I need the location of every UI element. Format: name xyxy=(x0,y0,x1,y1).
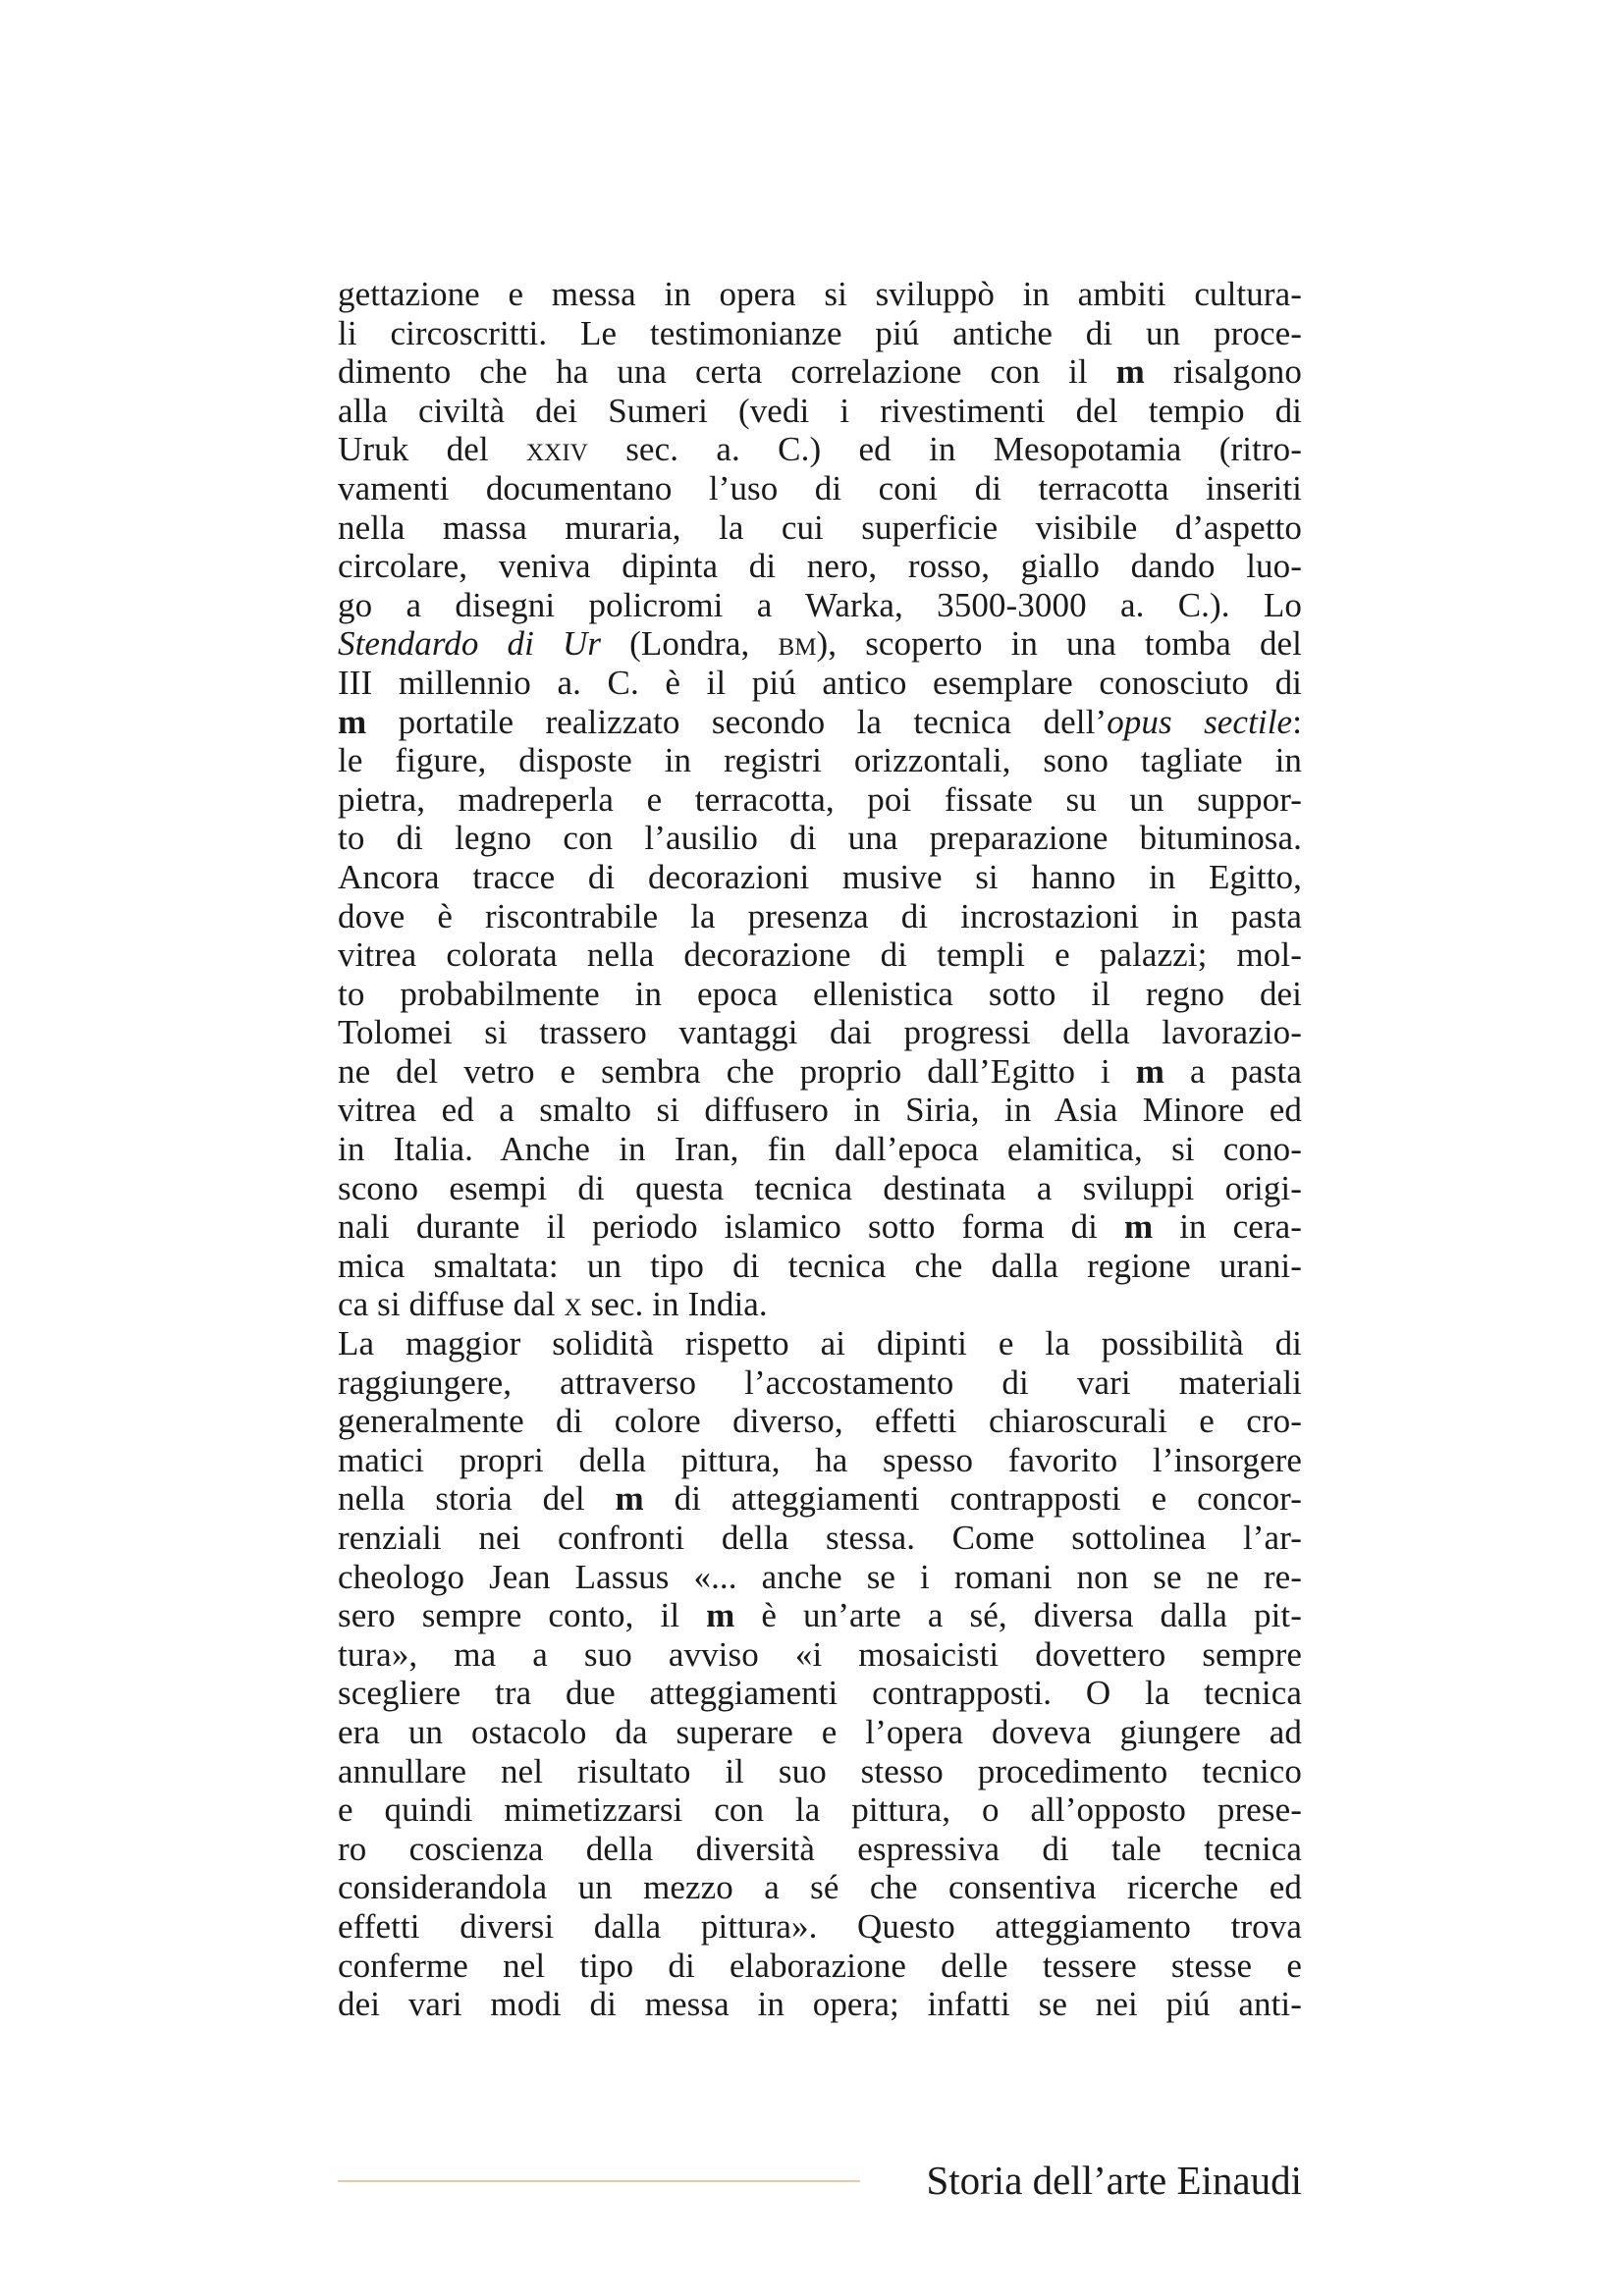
text-run: alla civiltà dei Sumeri (vedi i rivestimenti del tempio di xyxy=(338,391,1302,430)
text-run: m xyxy=(338,702,367,741)
text-run: m xyxy=(615,1479,644,1519)
text-line xyxy=(338,586,1302,625)
text-line xyxy=(338,1558,1302,1597)
text-line xyxy=(338,1130,1302,1169)
text-line xyxy=(338,1091,1302,1130)
text-run: vitrea ed a smalto si diffusero in Siria, in Asia Minore ed xyxy=(338,1091,1302,1130)
text-run: annullare nel risultato il suo stesso procedimento tecnico xyxy=(338,1751,1302,1790)
text-line xyxy=(338,508,1302,548)
text-run: bm xyxy=(778,624,817,664)
text-run: li circoscritti. Le testimonianze piú antiche di un proce- xyxy=(338,313,1302,352)
text-run: mica smaltata: un tipo di tecnica che dalla regione urani- xyxy=(338,1246,1302,1285)
text-run: m xyxy=(1115,352,1145,392)
text-line xyxy=(338,469,1302,508)
text-line xyxy=(338,1790,1302,1830)
text-run: sec. in India. xyxy=(581,1285,768,1324)
text-run: a pasta xyxy=(1164,1051,1302,1091)
text-run: Uruk del xyxy=(338,430,527,469)
text-run: effetti diversi dalla pittura». Questo atteggiamento trova xyxy=(338,1906,1302,1946)
text-line xyxy=(338,935,1302,975)
text-run: gettazione e messa in opera si sviluppò in ambiti cultura- xyxy=(338,275,1302,313)
text-run: sero sempre conto, il xyxy=(338,1596,707,1635)
text-run: nella massa muraria, la cui superficie visibile d’aspetto xyxy=(338,507,1302,547)
text-line xyxy=(338,1013,1302,1052)
text-run: le figure, disposte in registri orizzontali, sono tagliate in xyxy=(338,741,1302,780)
text-run: m xyxy=(706,1596,735,1635)
text-run: nella storia del xyxy=(338,1479,616,1519)
text-run: e quindi mimetizzarsi con la pittura, o all’opposto prese- xyxy=(338,1790,1302,1830)
text-line xyxy=(338,547,1302,586)
text-run: xxiv xyxy=(526,430,588,469)
text-line xyxy=(338,1713,1302,1752)
text-run: scono esempi di questa tecnica destinata a sviluppi origi- xyxy=(338,1168,1302,1207)
text-line xyxy=(338,1207,1302,1247)
text-line xyxy=(338,314,1302,353)
text-run: III millennio a. C. è il piú antico esemplare conosciuto di xyxy=(338,663,1302,702)
text-line xyxy=(338,1868,1302,1907)
text-run: è un’arte a sé, diversa dalla pit- xyxy=(734,1596,1302,1635)
text-run: x xyxy=(564,1285,582,1324)
text-run: dimento che ha una certa correlazione con il xyxy=(338,352,1116,392)
text-run: cheologo Jean Lassus «... anche se i romani non se ne re- xyxy=(338,1557,1302,1596)
text-run: ca si diffuse dal xyxy=(338,1285,565,1324)
text-line xyxy=(338,897,1302,936)
text-run: : xyxy=(1292,702,1303,741)
text-line xyxy=(338,1907,1302,1947)
text-line xyxy=(338,741,1302,780)
text-line xyxy=(338,1519,1302,1558)
footer-title: Storia dell’arte Einaudi xyxy=(926,2158,1302,2203)
text-line xyxy=(338,430,1302,469)
text-run: dove è riscontrabile la presenza di incrostazioni in pasta xyxy=(338,896,1302,935)
text-line xyxy=(338,1596,1302,1635)
text-line xyxy=(338,1479,1302,1519)
text-run: La maggior solidità rispetto ai dipinti e la possibilità di xyxy=(338,1324,1302,1363)
text-run: Tolomei si trassero vantaggi dai progressi della lavorazio- xyxy=(338,1013,1302,1052)
text-line xyxy=(338,1402,1302,1441)
text-line xyxy=(338,1674,1302,1713)
text-run: ro coscienza della diversità espressiva di tale tecnica xyxy=(338,1829,1302,1868)
text-run: nali durante il periodo islamico sotto forma di xyxy=(338,1207,1124,1247)
text-run: portatile realizzato secondo la tecnica dell’ xyxy=(366,702,1108,741)
text-line xyxy=(338,975,1302,1014)
text-line xyxy=(338,819,1302,858)
text-line xyxy=(338,1247,1302,1286)
text-line xyxy=(338,1324,1302,1363)
text-line xyxy=(338,1830,1302,1869)
text-line xyxy=(338,703,1302,742)
text-run: conferme nel tipo di elaborazione delle tessere stesse e xyxy=(338,1946,1302,1985)
text-line xyxy=(338,664,1302,703)
text-run: di atteggiamenti contrapposti e concor- xyxy=(643,1479,1302,1519)
text-run: considerandola un mezzo a sé che consentiva ricerche ed xyxy=(338,1868,1302,1907)
text-run: go a disegni policromi a Warka, 3500-3000 a. C.). Lo xyxy=(338,585,1302,624)
text-line xyxy=(338,780,1302,820)
text-run: circolare, veniva dipinta di nero, rosso, giallo dando luo- xyxy=(338,547,1302,586)
text-run: scegliere tra due atteggiamenti contrapposti. O la tecnica xyxy=(338,1674,1302,1713)
text-line xyxy=(338,1985,1302,2024)
text-line xyxy=(338,858,1302,897)
body-text xyxy=(338,275,1302,2024)
text-run: opus sectile xyxy=(1107,702,1293,741)
text-run: sec. a. C.) ed in Mesopotamia (ritro- xyxy=(587,430,1302,469)
text-line xyxy=(338,1947,1302,1986)
text-run: Ancora tracce di decorazioni musive si hanno in Egitto, xyxy=(338,857,1302,896)
text-run: tura», ma a suo avviso «i mosaicisti dovettero sempre xyxy=(338,1634,1302,1674)
text-run: vitrea colorata nella decorazione di templi e palazzi; mol- xyxy=(338,935,1302,975)
text-line xyxy=(338,1635,1302,1675)
text-run: in cera- xyxy=(1153,1207,1303,1247)
text-run: to di legno con l’ausilio di una preparazione bituminosa. xyxy=(338,819,1302,858)
text-run: generalmente di colore diverso, effetti chiaroscurali e cro- xyxy=(338,1402,1302,1441)
text-line xyxy=(338,275,1302,314)
text-run: dei vari modi di messa in opera; infatti se nei piú anti- xyxy=(338,1985,1302,2024)
text-line xyxy=(338,1285,1302,1324)
text-line xyxy=(338,352,1302,392)
text-run: ne del vetro e sembra che proprio dall’Egitto i xyxy=(338,1051,1136,1091)
text-run: (Londra, xyxy=(601,624,779,664)
text-run: risalgono xyxy=(1144,352,1302,392)
text-run: ), scoperto in una tomba del xyxy=(816,624,1303,664)
text-run: renziali nei confronti della stessa. Come sottolinea l’ar- xyxy=(338,1519,1302,1557)
text-run: pietra, madreperla e terracotta, poi fissate su un suppor- xyxy=(338,779,1302,819)
text-line xyxy=(338,1363,1302,1403)
text-line xyxy=(338,1752,1302,1791)
text-run: m xyxy=(1135,1051,1165,1091)
text-run: matici propri della pittura, ha spesso favorito l’insorgere xyxy=(338,1440,1302,1479)
text-line xyxy=(338,624,1302,664)
text-line xyxy=(338,1052,1302,1092)
text-run: m xyxy=(1123,1207,1154,1247)
text-run: raggiungere, attraverso l’accostamento di vari materiali xyxy=(338,1362,1302,1402)
text-run: era un ostacolo da superare e l’opera doveva giungere ad xyxy=(338,1712,1302,1751)
text-run: vamenti documentano l’uso di coni di terracotta inseriti xyxy=(338,468,1302,507)
text-run: to probabilmente in epoca ellenistica sotto il regno dei xyxy=(338,974,1302,1013)
footer-rule xyxy=(338,2180,860,2182)
text-run: in Italia. Anche in Iran, fin dall’epoca elamitica, si cono- xyxy=(338,1130,1302,1169)
text-line xyxy=(338,392,1302,431)
text-line xyxy=(338,1441,1302,1480)
text-run: Stendardo di Ur xyxy=(338,624,602,664)
text-line xyxy=(338,1169,1302,1208)
